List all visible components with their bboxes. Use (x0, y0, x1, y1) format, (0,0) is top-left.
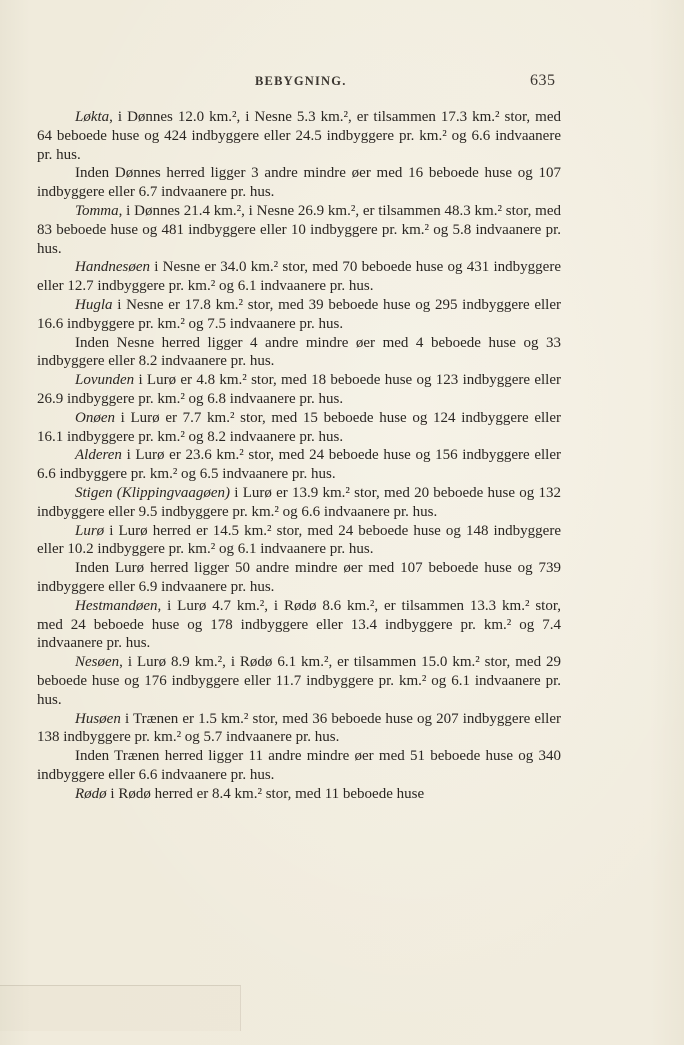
paragraph-rodo (37, 785, 561, 804)
paragraph-onoen (37, 409, 561, 447)
paragraph-text: i Lurø herred er 14.5 km.² stor, med 24 beboede huse og 148 indbyggere eller 10.2 indbyggere pr. km.² og 6.1 indvaanere pr. hus. (37, 522, 561, 558)
paragraph-donnes-summary (37, 164, 561, 202)
paragraph-text: i Lurø er 23.6 km.² stor, med 24 beboede huse og 156 indbyggere eller 6.6 indbyggere pr. km.² og 6.5 indvaanere pr. hus. (37, 447, 561, 483)
paragraph-text: i Lurø er 4.8 km.² stor, med 18 beboede huse og 123 indbyggere eller 26.9 indbyggere pr. km.² og 6.8 indvaanere pr. hus. (37, 372, 561, 407)
paragraph-text: Inden Nesne herred ligger 4 andre mindre øer med 4 beboede huse og 33 indbyggere eller 8.2 indvaanere pr. hus. (37, 334, 561, 370)
paragraph-text: , i Dønnes 12.0 km.², i Nesne 5.3 km.², er tilsammen 17.3 km.² stor, med 64 beboede huse og 424 indbyggere eller 24.5 indbyggere pr. km.² og 6.6 indvaanere pr. hus. (37, 109, 561, 163)
paragraph-text: Inden Lurø herred ligger 50 andre mindre øer med 107 beboede huse og 739 indbyggere eller 6.9 indvaanere pr. hus. (37, 560, 561, 595)
place-name: Alderen (75, 447, 122, 464)
place-name: Tomma (75, 202, 119, 219)
place-name: Lovunden (75, 372, 135, 389)
paragraph-text: , i Lurø 4.7 km.², i Rødø 8.6 km.², er tilsammen 13.3 km.² stor, med 24 beboede huse og 178 indbyggere eller 13.4 indbyggere pr. km.² og 7.4 indvaanere pr. hus. (37, 597, 561, 652)
paragraph-lovunden (37, 371, 561, 409)
paragraph-text: i Rødø herred er 8.4 km.² stor, med 11 beboede huse (106, 785, 425, 802)
paragraph-text: , i Dønnes 21.4 km.², i Nesne 26.9 km.², er tilsammen 48.3 km.² stor, med 83 beboede huse og 481 indbyggere eller 10 indbyggere pr. km.² og 5.8 indvaanere pr. hus. (37, 202, 561, 257)
page-number: 635 (530, 72, 556, 89)
paragraph-hugla (37, 296, 561, 334)
paragraph-text: Inden Trænen herred ligger 11 andre mindre øer med 51 beboede huse og 340 indbyggere eller 6.6 indvaanere pr. hus. (37, 748, 561, 783)
running-title: BEBYGNING. (255, 74, 347, 88)
paragraph-text: i Nesne er 17.8 km.² stor, med 39 beboede huse og 295 indbyggere eller 16.6 indbyggere pr. km.² og 7.5 indvaanere pr. hus. (37, 296, 561, 332)
paragraph-husoen (37, 710, 561, 748)
paragraph-luro (37, 522, 561, 560)
body-text (37, 108, 561, 803)
paragraph-text: i Lurø er 13.9 km.² stor, med 20 beboede huse og 132 indbyggere eller 9.5 indbyggere pr. km.² og 6.6 indvaanere pr. hus. (37, 484, 561, 520)
place-name: Onøen (75, 409, 115, 426)
place-name: Hestmandøen (75, 597, 158, 614)
paragraph-text: Inden Dønnes herred ligger 3 andre mindre øer med 16 beboede huse og 107 indbyggere eller 6.7 indvaanere pr. hus. (37, 165, 561, 201)
paragraph-stigen (37, 484, 561, 522)
paragraph-text: i Nesne er 34.0 km.² stor, med 70 beboede huse og 431 indbyggere eller 12.7 indbyggere pr. km.² og 6.1 indvaanere pr. hus. (37, 259, 561, 295)
place-name: Handnesøen (75, 259, 150, 276)
paragraph-luro-summary (37, 559, 561, 597)
place-name: Løkta (75, 109, 110, 125)
paragraph-handnesoen (37, 258, 561, 296)
place-name: Stigen (Klippingvaagøen) (75, 484, 231, 501)
paragraph-tomma (37, 202, 561, 258)
paragraph-hestmandoen (37, 597, 561, 653)
paragraph-text: , i Lurø 8.9 km.², i Rødø 6.1 km.², er tilsammen 15.0 km.² stor, med 29 beboede huse og 176 indbyggere eller 11.7 indbyggere pr. km.² og 6.1 indvaanere pr. hus. (37, 654, 561, 708)
paper-crease (0, 985, 241, 1031)
place-name: Rødø (75, 785, 107, 802)
paragraph-traenen-summary (37, 747, 561, 785)
paragraph-lokta (37, 108, 561, 164)
place-name: Lurø (75, 522, 105, 539)
paragraph-text: i Trænen er 1.5 km.² stor, med 36 beboede huse og 207 indbyggere eller 138 indbyggere pr. km.² og 5.7 indvaanere pr. hus. (37, 710, 561, 746)
place-name: Husøen (75, 710, 121, 727)
paragraph-text: i Lurø er 7.7 km.² stor, med 15 beboede huse og 124 indbyggere eller 16.1 indbyggere pr. km.² og 8.2 indvaanere pr. hus. (37, 409, 561, 445)
running-header (0, 74, 684, 94)
paragraph-nesne-summary (37, 334, 561, 372)
place-name: Hugla (75, 296, 113, 313)
paragraph-nesoen (37, 653, 561, 709)
paragraph-alderen (37, 446, 561, 484)
place-name: Nesøen (75, 654, 120, 671)
